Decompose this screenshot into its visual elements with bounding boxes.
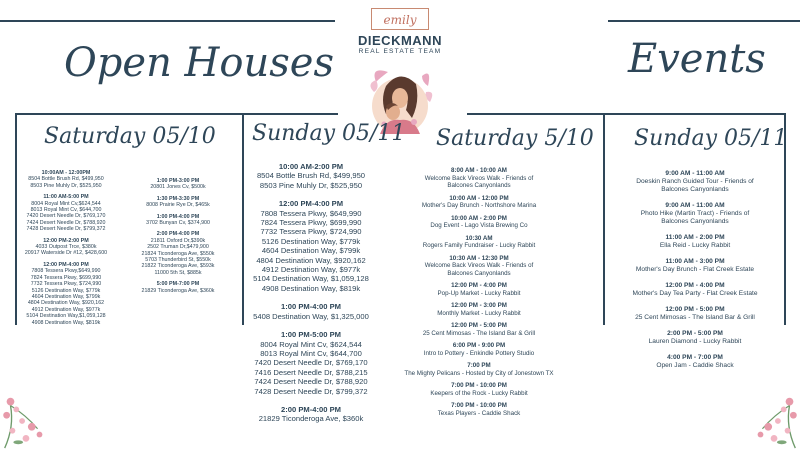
schedule-entry	[398, 282, 560, 297]
entry-detail: 7824 Tessera Pkwy, $699,990	[30, 274, 102, 281]
entry-time: 1:00 PM-4:00 PM	[156, 213, 200, 220]
schedule-entry	[114, 196, 242, 209]
entry-time: 1:00 PM-5:00 PM	[281, 330, 341, 340]
entry-detail: 4912 Destination Way, $977k	[261, 265, 361, 275]
schedule-entry	[16, 238, 116, 257]
entry-detail: 8008 Prairie Rye Dr, $465k	[146, 202, 210, 209]
entry-time: 12:00 PM - 4:00 PM	[665, 282, 725, 289]
schedule-entry	[244, 330, 378, 396]
open-houses-underline	[15, 113, 338, 115]
entry-time: 11:00 AM - 3:00 PM	[665, 258, 725, 265]
entry-detail: Balcones Canyonlands	[447, 182, 511, 189]
schedule-entry	[398, 382, 560, 397]
entry-time: 7:00 PM - 10:00 PM	[451, 382, 507, 389]
entry-detail: 8004 Royal Mint Cv, $624,544	[260, 339, 362, 349]
schedule-entry	[16, 170, 116, 189]
col2-day-heading: Sunday 05/11	[252, 121, 406, 146]
entry-time: 11:00 AM - 2:00 PM	[665, 234, 725, 241]
entry-detail: The Mighty Pelicans - Hosted by City of Jonestown TX	[404, 369, 554, 377]
schedule-entry	[605, 306, 785, 322]
schedule-entry	[398, 302, 560, 317]
entry-detail: 21829 Ticonderoga Ave, $360k	[141, 287, 215, 294]
entry-detail: 5408 Destination Way, $1,325,000	[253, 311, 369, 321]
schedule-entry	[114, 231, 242, 276]
schedule-entry	[398, 322, 560, 337]
entry-detail: 4908 Destination Way, $819k	[261, 283, 361, 293]
entry-detail: 25 Cent Mimosas - The Island Bar & Grill	[422, 329, 536, 337]
entry-detail: 7428 Desert Needle Dr, $799,372	[26, 226, 106, 233]
logo-subtitle: REAL ESTATE TEAM	[358, 48, 442, 55]
schedule-entry	[605, 170, 785, 194]
entry-detail: 7808 Tessera Pkwy,$649,990	[31, 268, 101, 275]
entry-detail: Mother's Day Brunch - Northshore Marina	[421, 202, 537, 209]
entry-detail: Lauren Diamond - Lucky Rabbit	[648, 338, 742, 345]
schedule-entry	[398, 167, 560, 190]
entry-time: 4:00 PM - 7:00 PM	[667, 354, 723, 361]
entry-detail: 21829 Ticonderoga Ave, $360k	[258, 414, 364, 424]
entry-time: 11:00 AM-5:00 PM	[43, 194, 89, 201]
col1-list-a	[16, 170, 116, 331]
entry-detail: 5104 Destination Way, $1,059,128	[253, 274, 369, 284]
entry-detail: Mother's Day Tea Party - Flat Creek Estate	[632, 290, 758, 297]
schedule-entry	[398, 402, 560, 417]
entry-time: 2:00 PM-4:00 PM	[156, 231, 200, 238]
schedule-entry	[398, 215, 560, 230]
entry-detail: Pop-Up Market - Lucky Rabbit	[437, 289, 521, 297]
entry-detail: Open Jam - Caddie Shack	[656, 362, 734, 369]
entry-time: 9:00 AM - 11:00 AM	[665, 170, 725, 177]
col1-list-b	[114, 178, 242, 299]
entry-detail: 7420 Desert Needle Dr, $769,170	[254, 358, 368, 368]
col3-list	[398, 167, 560, 422]
entry-time: 10:30 AM	[465, 234, 493, 242]
schedule-entry	[114, 178, 242, 191]
schedule-entry	[605, 282, 785, 298]
entry-time: 5:00 PM-7:00 PM	[156, 281, 200, 288]
entry-detail: 7424 Desert Needle Dr, $788,920	[26, 219, 106, 226]
col4-day-heading: Sunday 05/11	[634, 126, 788, 151]
schedule-entry	[605, 258, 785, 274]
entry-detail: 8504 Bottle Brush Rd, $499,950	[28, 176, 104, 183]
entry-detail: 11000 5th St, $885k	[154, 269, 202, 276]
entry-time: 12:00 PM-4:00 PM	[43, 261, 89, 268]
schedule-entry	[244, 199, 378, 293]
entry-detail: Keepers of the Rock - Lucky Rabbit	[430, 389, 528, 397]
entry-detail: Rogers Family Fundraiser - Lucky Rabbit	[422, 242, 536, 249]
entry-detail: 5104 Destination Way,$1,059,128	[26, 313, 106, 320]
top-right-rule	[608, 20, 800, 22]
entry-time: 1:00 PM-4:00 PM	[281, 302, 341, 312]
open-houses-heading: Open Houses	[64, 40, 334, 86]
entry-detail: Welcome Back Vireos Walk - Friends of	[424, 174, 534, 182]
logo-name: DIECKMANN	[358, 33, 442, 48]
entry-time: 12:00 PM - 5:00 PM	[665, 306, 725, 313]
schedule-entry	[605, 202, 785, 226]
entry-time: 10:30 AM - 12:30 PM	[449, 254, 509, 262]
entry-time: 1:30 PM-3:30 PM	[156, 195, 200, 202]
entry-time: 7:00 PM - 10:00 PM	[451, 402, 507, 409]
entry-detail: 21822 Ticonderoga Ave, $593k	[141, 263, 215, 270]
entry-detail: 7428 Desert Needle Dr, $799,372	[254, 386, 368, 396]
entry-time: 2:00 PM-4:00 PM	[281, 404, 341, 414]
flower-bottom-left-icon	[0, 392, 50, 450]
entry-time: 9:00 AM - 11:00 AM	[665, 202, 725, 209]
entry-detail: 8013 Royal Mint Cv, $644,700	[30, 207, 102, 214]
col2-list	[244, 162, 378, 433]
entry-detail: Doeskin Ranch Guided Tour - Friends of	[636, 178, 754, 185]
entry-detail: 3702 Bunyan Cv, $374,900	[146, 220, 210, 227]
schedule-entry	[398, 342, 560, 357]
schedule-entry	[16, 194, 116, 232]
schedule-entry	[244, 405, 378, 424]
entry-detail: Intro to Pottery - Enkindle Pottery Studio	[423, 349, 535, 357]
schedule-entry	[605, 330, 785, 346]
entry-detail: Ella Reid - Lucky Rabbit	[659, 242, 731, 249]
entry-detail: 4604 Destination Way, $799k	[261, 246, 361, 256]
entry-detail: 4804 Destination Way, $920,162	[27, 300, 105, 307]
entry-detail: 7824 Tessera Pkwy, $699,990	[260, 218, 362, 228]
entry-detail: 7732 Tessera Pkwy, $724,990	[30, 281, 102, 288]
entry-time: 8:00 AM - 10:00 AM	[451, 167, 507, 174]
entry-detail: Dog Event - Lago Vista Brewing Co	[430, 222, 528, 229]
col1-day-heading: Saturday 05/10	[44, 124, 216, 149]
entry-detail: 2502 Truman Dr,$479,900	[147, 244, 209, 251]
events-underline	[467, 113, 786, 115]
schedule-entry	[114, 281, 242, 294]
entry-time: 2:00 PM - 5:00 PM	[667, 330, 723, 337]
entry-detail: 4033 Outpost Trce, $380k	[35, 244, 97, 251]
entry-detail: 4804 Destination Way, $920,162	[256, 255, 366, 265]
entry-detail: 8004 Royal Mint Cv,$624,544	[31, 200, 101, 207]
entry-detail: 7808 Tessera Pkwy, $649,990	[260, 208, 362, 218]
entry-time: 10:00AM - 12:00PM	[41, 170, 91, 176]
entry-time: 12:00 PM - 3:00 PM	[451, 302, 507, 309]
logo-script: emily	[383, 13, 417, 27]
entry-detail: 21824 Ticonderoga Ave, $550k	[141, 250, 215, 257]
entry-detail: Monthly Market - Lucky Rabbit	[437, 309, 521, 317]
entry-detail: 8504 Bottle Brush Rd, $499,950	[256, 171, 366, 181]
schedule-entry	[605, 234, 785, 250]
schedule-entry	[605, 354, 785, 370]
flower-bottom-right-icon	[750, 392, 800, 450]
entry-detail: Photo Hike (Martin Tract) - Friends of	[640, 210, 750, 217]
entry-detail: Texas Players - Caddie Shack	[437, 409, 521, 417]
entry-detail: Mother's Day Brunch - Flat Creek Estate	[635, 266, 755, 273]
entry-detail: 5126 Destination Way, $779k	[261, 236, 361, 246]
schedule-entry	[16, 262, 116, 326]
entry-detail: 7732 Tessera Pkwy, $724,990	[260, 227, 362, 237]
schedule-entry	[398, 362, 560, 377]
logo-frame	[371, 8, 429, 30]
entry-time: 12:00 PM-2:00 PM	[43, 237, 89, 244]
schedule-entry	[398, 255, 560, 278]
entry-time: 10:00 AM - 12:00 PM	[449, 194, 509, 202]
entry-detail: Balcones Canyonlands	[447, 269, 511, 277]
entry-time: 1:00 PM-3:00 PM	[156, 178, 200, 184]
entry-detail: Welcome Back Vireos Walk - Friends of	[424, 262, 534, 269]
entry-detail: 8013 Royal Mint Cv, $644,700	[260, 348, 362, 358]
schedule-entry	[244, 302, 378, 321]
entry-detail: 4604 Destination Way, $799k	[31, 293, 101, 300]
entry-detail: 7424 Desert Needle Dr, $788,920	[254, 377, 368, 387]
entry-detail: Balcones Canyonlands	[661, 218, 729, 225]
entry-detail: 8503 Pine Muhly Dr, $525,950	[30, 182, 102, 189]
schedule-entry	[244, 162, 378, 190]
schedule-entry	[114, 214, 242, 227]
entry-detail: 25 Cent Mimosas - The Island Bar & Grill	[635, 314, 755, 321]
entry-time: 10:00 AM-2:00 PM	[278, 162, 344, 171]
entry-detail: 7416 Desert Needle Dr, $788,215	[254, 367, 368, 377]
schedule-entry	[398, 235, 560, 250]
entry-detail: 5703 Thunderbird St, $550k	[145, 257, 211, 264]
events-heading: Events	[628, 36, 766, 82]
entry-detail: 21811 Oxford Dr,$390k	[150, 237, 206, 244]
brand-logo	[350, 8, 450, 55]
entry-time: 7:00 PM	[467, 362, 491, 369]
schedule-entry	[398, 195, 560, 210]
entry-detail: Balcones Canyonlands	[661, 186, 729, 193]
top-left-rule	[0, 20, 335, 22]
entry-detail: 20801 Jones Cv, $500k	[150, 184, 206, 191]
entry-time: 10:00 AM - 2:00 PM	[451, 214, 507, 222]
entry-time: 6:00 PM - 9:00 PM	[452, 342, 506, 349]
entry-time: 12:00 PM - 5:00 PM	[451, 322, 507, 329]
entry-detail: 7420 Desert Needle Dr, $769,170	[26, 213, 106, 220]
entry-time: 12:00 PM - 4:00 PM	[451, 282, 507, 289]
entry-detail: 4908 Destination Way, $819k	[31, 319, 101, 326]
entry-detail: 20917 Waterside Dr #12, $428,600	[24, 250, 108, 257]
entry-detail: 8503 Pine Muhly Dr, $525,950	[259, 180, 363, 190]
entry-detail: 5126 Destination Way, $779k	[31, 287, 101, 294]
entry-detail: 4912 Destination Way, $977k	[31, 306, 101, 313]
col3-day-heading: Saturday 5/10	[436, 126, 594, 151]
col4-list	[605, 170, 785, 378]
entry-time: 12:00 PM-4:00 PM	[278, 199, 344, 209]
